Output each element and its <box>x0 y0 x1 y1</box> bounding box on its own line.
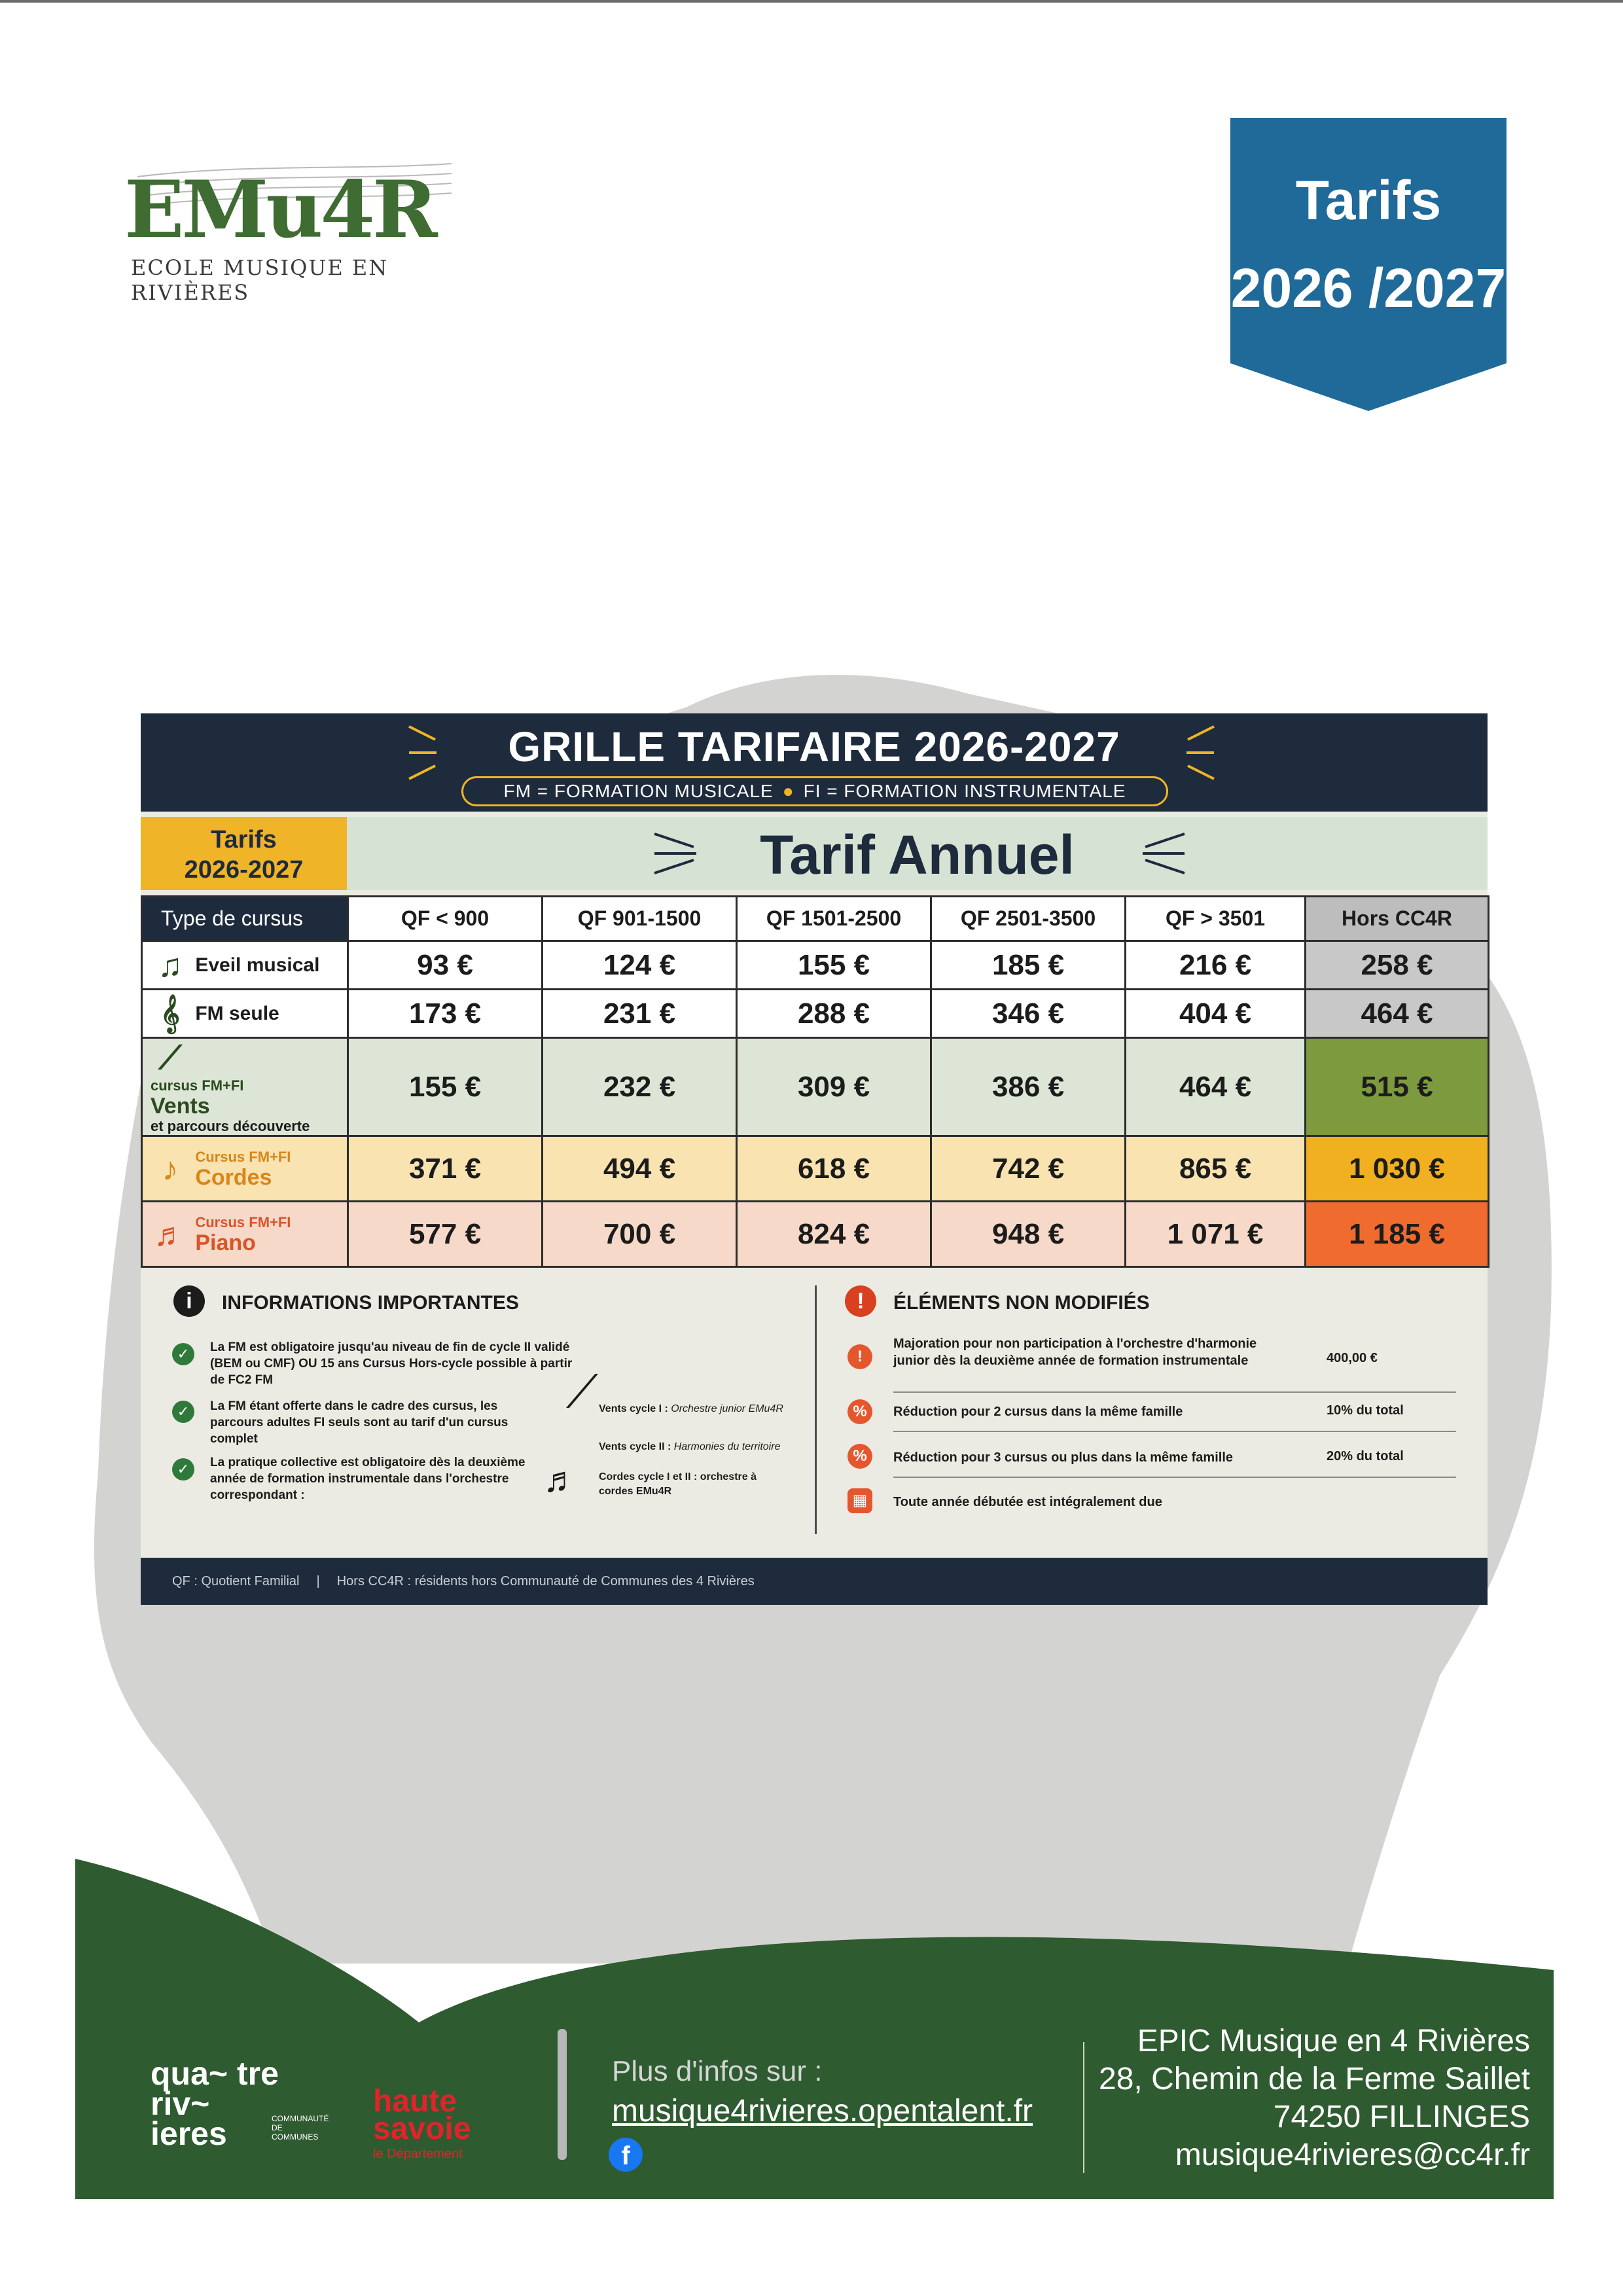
right-item-text: Réduction pour 2 cursus dans la même famille <box>893 1405 1183 1419</box>
divider <box>893 1431 1456 1432</box>
tarifs-tag-line1: Tarifs <box>211 826 277 853</box>
haute-savoie-logo <box>373 2084 471 2146</box>
row-label-main: Piano <box>195 1230 256 1255</box>
tariff-table <box>141 895 1489 1268</box>
price-cell: 124 € <box>543 941 737 990</box>
check-icon: ✓ <box>172 1401 194 1423</box>
orchestra-vents-1-label: Vents cycle I : <box>599 1403 671 1414</box>
price-cell: 386 € <box>931 1038 1126 1136</box>
right-item-text: Réduction pour 3 cursus ou plus dans la même famille <box>893 1450 1234 1465</box>
divider <box>893 1477 1456 1478</box>
legend-fm: FM = FORMATION MUSICALE <box>503 781 774 801</box>
exclamation-icon: ! <box>845 1285 876 1317</box>
right-item-value: 10% du total <box>1327 1403 1404 1418</box>
info-icon: i <box>173 1285 205 1317</box>
info-item: La FM étant offerte dans le cadre des cursus, les parcours adultes FI seuls sont au tarif d'un cursus complet <box>210 1399 508 1446</box>
price-cell: 865 € <box>1126 1136 1306 1202</box>
check-icon: ✓ <box>172 1458 194 1480</box>
price-cell: 742 € <box>931 1136 1126 1202</box>
price-cell: 577 € <box>348 1202 543 1267</box>
orchestra-vents-2-label: Vents cycle II : <box>599 1441 674 1452</box>
column-header: Hors CC4R <box>1306 897 1489 941</box>
price-cell: 824 € <box>737 1202 931 1267</box>
column-header: QF > 3501 <box>1126 897 1306 941</box>
treble-clef-icon: 𝄞 <box>160 995 180 1031</box>
clarinet-icon: ⟋ <box>566 1366 598 1417</box>
row-label-small-top: cursus FM+FI <box>151 1077 244 1094</box>
price-cell: 309 € <box>737 1038 931 1136</box>
price-cell-hors: 464 € <box>1306 990 1489 1038</box>
column-header: QF 901-1500 <box>543 897 737 941</box>
haute-savoie-logo-subtitle: le Département <box>373 2147 463 2161</box>
music-note-icon: ♫ <box>158 946 183 984</box>
table-row <box>142 1136 1489 1202</box>
price-cell: 173 € <box>348 990 543 1038</box>
row-label <box>142 1136 348 1202</box>
info-section <box>141 1270 1488 1551</box>
tarif-annuel-title: Tarif Annuel <box>760 824 1075 886</box>
price-cell: 618 € <box>737 1136 931 1202</box>
tarifs-tag-line2: 2026-2027 <box>184 856 304 884</box>
info-divider <box>815 1285 817 1534</box>
price-cell: 346 € <box>931 990 1126 1038</box>
ribbon-years: 2026 /2027 <box>1230 257 1507 319</box>
emu4r-logo <box>124 151 465 305</box>
table-row <box>142 1038 1489 1136</box>
clarinet-icon: ⟋ <box>158 1039 182 1076</box>
column-header: Type de cursus <box>142 897 348 941</box>
address-block <box>1099 2022 1530 2174</box>
row-label-main: Vents <box>151 1094 210 1119</box>
info-item: La FM est obligatoire jusqu'au niveau de fin de cycle II validé (BEM ou CMF) OU 15 ans Cursus Hors-cycle possible à partir de FC2 FM <box>210 1340 573 1387</box>
divider <box>893 1391 1456 1393</box>
haute-savoie-line2: savoie <box>373 2111 471 2146</box>
website-link[interactable]: musique4rivieres.opentalent.fr <box>612 2094 1033 2128</box>
price-cell: 155 € <box>348 1038 543 1136</box>
orchestra-vents-1 <box>599 1402 808 1416</box>
info-item: La pratique collective est obligatoire dès la deuxième année de formation instrumentale dans l'orchestre correspondant : <box>210 1456 526 1502</box>
orchestra-cordes: Cordes cycle I et II : orchestre à cordes EMu4R <box>599 1471 757 1497</box>
price-cell-hors: 258 € <box>1306 941 1489 990</box>
tarifs-tag <box>141 817 347 890</box>
percent-icon: % <box>847 1444 872 1469</box>
piano-icon: ♬ <box>543 1460 579 1499</box>
right-item-text: Toute année débutée est intégralement due <box>893 1495 1162 1509</box>
row-label-text <box>195 1149 291 1189</box>
facebook-icon[interactable]: f <box>609 2138 643 2172</box>
orchestra-vents-1-value: Orchestre junior EMu4R <box>671 1403 783 1414</box>
info-right-title: ÉLÉMENTS NON MODIFIÉS <box>893 1292 1150 1314</box>
price-cell: 494 € <box>543 1136 737 1202</box>
legend-pill <box>461 776 1168 806</box>
info-left-title: INFORMATIONS IMPORTANTES <box>222 1292 519 1314</box>
right-item-value: 20% du total <box>1327 1449 1404 1463</box>
row-label-text: FM seule <box>195 1002 279 1024</box>
grid-header <box>141 713 1488 812</box>
check-icon: ✓ <box>172 1343 194 1365</box>
price-cell: 232 € <box>543 1038 737 1136</box>
logo-mark: EMu4R <box>124 164 435 256</box>
address-line: EPIC Musique en 4 Rivières <box>1137 2024 1530 2058</box>
quatre-rivieres-logo-subtitle: COMMUNAUTÉ DE COMMUNES <box>272 2114 329 2142</box>
row-label <box>142 941 348 990</box>
price-cell: 464 € <box>1126 1038 1306 1136</box>
footnote-qf: QF : Quotient Familial <box>172 1574 300 1588</box>
ribbon-title: Tarifs <box>1295 170 1442 231</box>
legend-fi: FI = FORMATION INSTRUMENTALE <box>803 781 1126 801</box>
column-header: QF 2501-3500 <box>931 897 1126 941</box>
row-label-main: Cordes <box>195 1164 272 1190</box>
row-label-small-top: Cursus FM+FI <box>195 1148 291 1165</box>
column-header: QF < 900 <box>348 897 543 941</box>
orchestra-vents-2 <box>599 1440 808 1454</box>
price-cell-hors: 515 € <box>1306 1038 1489 1136</box>
row-label-text <box>151 1077 310 1135</box>
table-row <box>142 1202 1489 1267</box>
footer-separator <box>1083 2042 1084 2173</box>
price-cell-hors: 1 030 € <box>1306 1136 1489 1202</box>
address-line: 74250 FILLINGES <box>1273 2100 1530 2134</box>
grid-title: GRILLE TARIFAIRE 2026-2027 <box>508 723 1120 770</box>
price-cell-hors: 1 185 € <box>1306 1202 1489 1267</box>
price-cell: 231 € <box>543 990 737 1038</box>
grid-footer <box>141 1558 1488 1605</box>
right-item-value: 400,00 € <box>1327 1351 1378 1365</box>
column-header: QF 1501-2500 <box>737 897 931 941</box>
orchestra-vents-2-value: Harmonies du territoire <box>673 1441 781 1452</box>
row-label-text <box>195 1214 291 1255</box>
bullet-icon: ● <box>782 781 794 801</box>
tarif-annuel-band <box>347 817 1488 890</box>
right-item-text: Majoration pour non participation à l'orchestre d'harmonie junior dès la deuxième année de formation instrumentale <box>893 1336 1257 1368</box>
footer-separator <box>558 2029 567 2160</box>
row-label <box>142 1202 348 1267</box>
price-cell: 185 € <box>931 941 1126 990</box>
footnote-hors: Hors CC4R : résidents hors Communauté de Communes des 4 Rivières <box>336 1574 755 1588</box>
price-cell: 1 071 € <box>1126 1202 1306 1267</box>
address-line: 28, Chemin de la Ferme Saillet <box>1099 2062 1530 2096</box>
percent-icon: % <box>847 1399 872 1424</box>
calendar-icon: ▦ <box>847 1488 872 1513</box>
table-row <box>142 990 1489 1038</box>
price-cell: 288 € <box>737 990 931 1038</box>
exclamation-icon: ! <box>847 1344 872 1369</box>
haute-savoie-line1: haute <box>373 2084 457 2119</box>
price-cell: 216 € <box>1126 941 1306 990</box>
violin-icon: ♪ <box>162 1150 179 1187</box>
footnote-separator: | <box>316 1574 320 1588</box>
table-header-row <box>142 897 1489 941</box>
table-row <box>142 941 1489 990</box>
price-cell: 371 € <box>348 1136 543 1202</box>
row-label <box>142 1038 348 1136</box>
quatre-rivieres-logo: qua~ tre riv~ ieres <box>151 2055 279 2152</box>
price-cell: 948 € <box>931 1202 1126 1267</box>
piano-icon: ♬ <box>154 1215 187 1253</box>
price-cell: 404 € <box>1126 990 1306 1038</box>
row-label-small-top: Cursus FM+FI <box>195 1213 291 1230</box>
row-label <box>142 990 348 1038</box>
price-cell: 155 € <box>737 941 931 990</box>
tarifs-ribbon <box>1230 118 1507 411</box>
more-info-label: Plus d'infos sur : <box>612 2055 823 2087</box>
row-label-small-bottom: et parcours découverte <box>151 1118 310 1134</box>
price-cell: 700 € <box>543 1202 737 1267</box>
tariff-grid-card <box>141 713 1488 1605</box>
row-label-text: Eveil musical <box>195 954 320 976</box>
email-link[interactable]: musique4rivieres@cc4r.fr <box>1175 2138 1530 2172</box>
price-cell: 93 € <box>348 941 543 990</box>
logo-subtitle: ECOLE MUSIQUE EN RIVIÈRES <box>131 255 389 305</box>
